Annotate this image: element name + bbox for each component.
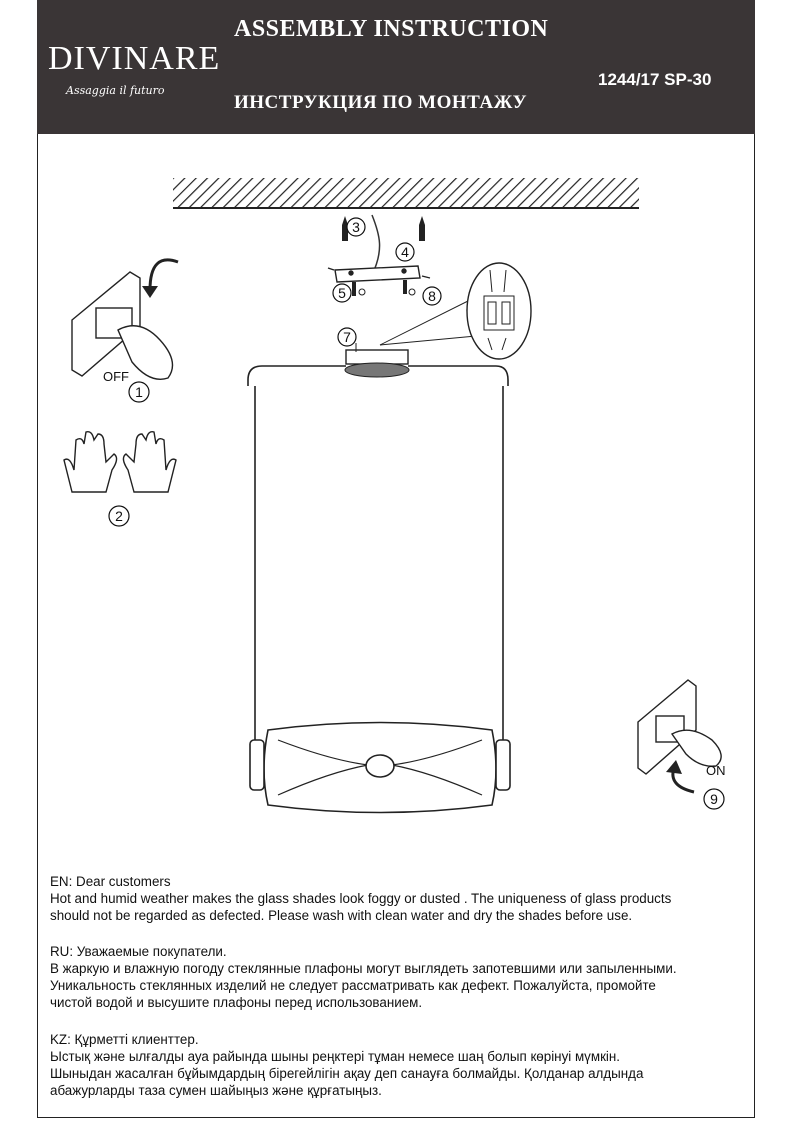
note-en-heading: EN: Dear customers xyxy=(50,874,171,889)
brand-logo: DIVINARE xyxy=(48,40,221,77)
step-3-label: 3 xyxy=(352,219,360,235)
step-1-label: 1 xyxy=(135,384,143,400)
ceiling-icon xyxy=(173,178,639,208)
step-2-label: 2 xyxy=(115,508,123,524)
on-label: ON xyxy=(706,763,726,778)
wall-switch-on-icon xyxy=(638,680,721,774)
note-en-line: Hot and humid weather makes the glass shades look foggy or dusted . The uniqueness of glass products xyxy=(50,891,672,906)
title-english: ASSEMBLY INSTRUCTION xyxy=(234,16,549,42)
mounting-bracket-icon xyxy=(328,266,430,282)
canopy-icon xyxy=(345,343,409,377)
glass-shade-icon xyxy=(250,723,510,813)
note-en-line: should not be regarded as defected. Please wash with clean water and dry the shades before use. xyxy=(50,908,633,923)
brand-tagline: Assaggia il futuro xyxy=(66,84,165,97)
gloves-icon xyxy=(64,432,176,492)
step-4-label: 4 xyxy=(401,244,409,260)
note-en xyxy=(50,873,750,924)
note-ru-line: В жаркую и влажную погоду стеклянные плафоны могут выглядеть запотевшими или запыленными. xyxy=(50,961,677,976)
note-ru-heading: RU: Уважаемые покупатели. xyxy=(50,944,227,959)
step-8-label: 8 xyxy=(428,288,436,304)
wall-switch-off-icon xyxy=(72,272,173,379)
note-ru xyxy=(50,943,750,1011)
note-kz-heading: KZ: Құрметті клиенттер. xyxy=(50,1032,199,1047)
lamp-frame-icon xyxy=(248,366,508,760)
power-wire-icon xyxy=(372,215,380,275)
note-ru-line: чистой водой и высушите плафоны перед использованием. xyxy=(50,995,423,1010)
step-9-label: 9 xyxy=(710,791,718,807)
note-ru-line: Уникальность стеклянных изделий не следует рассматривать как дефект. Пожалуйста, промойте xyxy=(50,978,656,993)
model-number: 1244/17 SP-30 xyxy=(598,70,712,89)
note-kz-line: Ыстық және ылғалды ауа райында шыны реңктері тұман немесе шаң болып көрінуі мүмкін. xyxy=(50,1049,621,1064)
note-kz-line: Шыныдан жасалған бұйымдардың бірегейлігін ақау деп санауға болмайды. Қолданар алдында xyxy=(50,1066,644,1081)
note-kz xyxy=(50,1031,750,1099)
title-russian: ИНСТРУКЦИЯ ПО МОНТАЖУ xyxy=(234,92,528,113)
rotate-arrow-icon xyxy=(150,260,178,290)
step-7-label: 7 xyxy=(343,329,351,345)
note-kz-line: абажурларды таза сумен шайыңыз және құрғатыңыз. xyxy=(50,1083,382,1098)
screw-icon xyxy=(352,280,415,296)
off-label: OFF xyxy=(103,369,129,384)
step-5-label: 5 xyxy=(338,285,346,301)
